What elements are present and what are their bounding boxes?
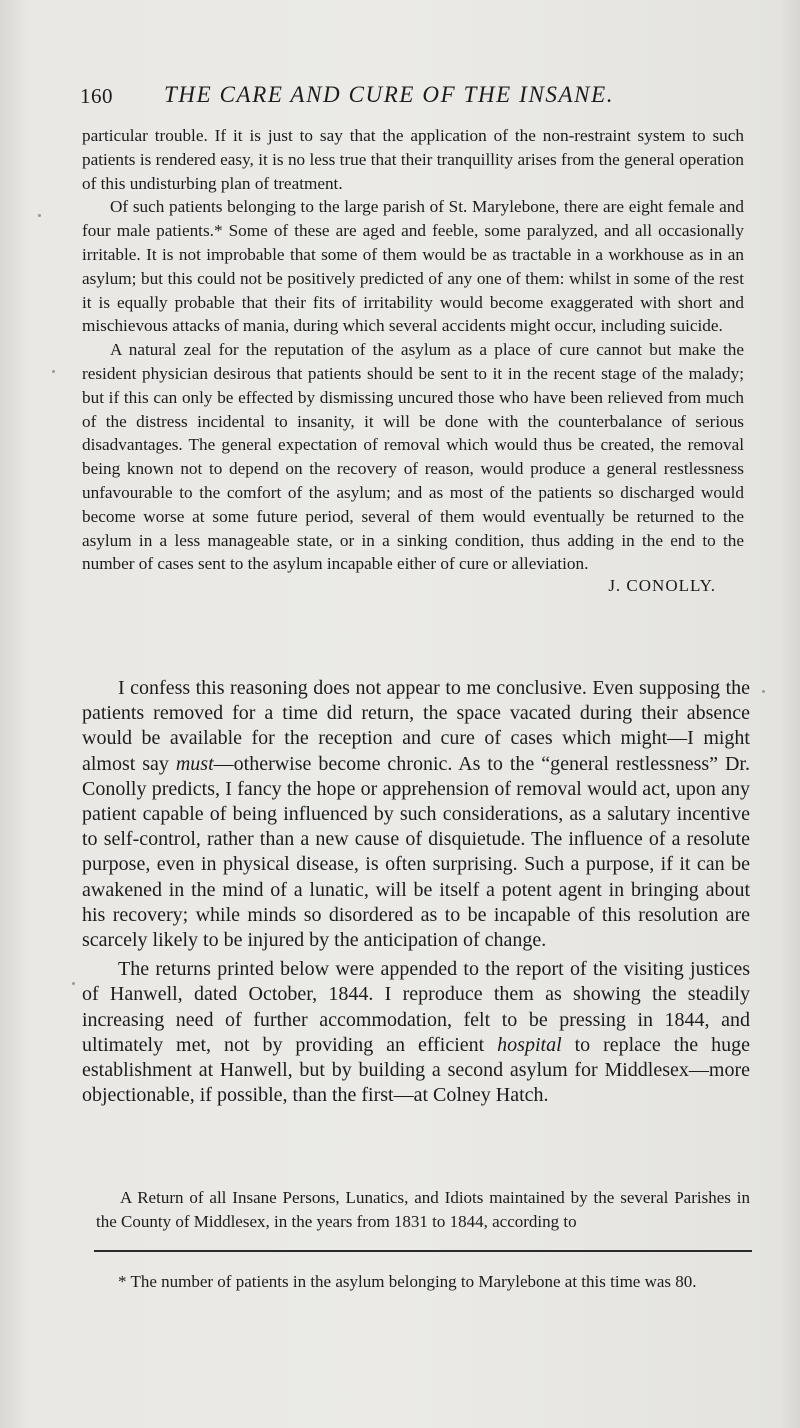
running-title: THE CARE AND CURE OF THE INSANE.: [164, 82, 615, 107]
body-paragraph: [82, 957, 750, 1108]
main-body-text: [82, 676, 750, 1108]
body-text-run: to replace the huge establishment at Hanwell, but by building a second asylum for Middlesex—more objectionable, if possible, than the first—at Colney Hatch.: [82, 1033, 750, 1107]
footnote-divider: [94, 1250, 752, 1252]
paper-speck: [38, 214, 41, 217]
paper-speck: [52, 370, 55, 373]
return-caption: A Return of all Insane Persons, Lunatics, and Idiots maintained by the several Parishes in the County of Middlesex, in the years from 1831 to 1844, according to: [96, 1188, 750, 1231]
body-text-run: I confess this reasoning does not appear to me conclusive. Even supposing the patients removed for a time did return, the space vacated during their absence would be available for the reception and cure of cases which might—I might almost say: [82, 677, 750, 775]
quote-paragraph: particular trouble. If it is just to say that the application of the non-restraint system to such patients is rendered easy, it is no less true that their tranquillity arises from the general operation of this undisturbing plan of treatment.: [82, 126, 744, 193]
body-text-run: —otherwise become chronic. As to the “general restlessness” Dr. Conolly predicts, I fancy the hope or apprehension of removal would act, upon any patient capable of being influenced by such considerations, as a salutary incentive to self-control, rather than a new cause of disquietude. The influence of a resolute purpose, even in physical disease, is often surprising. Such a purpose, if it can be awakened in the mind of a lunatic, will be itself a potent agent in bringing about his recovery; while minds so disordered as to be incapable of this resolution are scarcely likely to be injured by the anticipation of change.: [82, 752, 750, 952]
quote-paragraph: Of such patients belonging to the large parish of St. Marylebone, there are eight female and four male patients.* Some of these are aged and feeble, some paralyzed, and all occasionally irritable. It is not improbable that some of them would be as tractable in a workhouse as in an asylum; but this could not be positively predicted of any one of them: whilst in some of the rest it is equally probable that their fits of irritability would become exaggerated with short and mischievous attacks of mania, during which several accidents might occur, including suicide.: [82, 197, 744, 336]
page-header: [80, 76, 760, 112]
page-number: 160: [80, 84, 113, 108]
emphasis-must: must: [175, 752, 214, 775]
footnote: * The number of patients in the asylum belonging to Marylebone at this time was 80.: [118, 1272, 697, 1291]
quote-signature: J. CONOLLY.: [608, 576, 716, 596]
body-text-run: The returns printed below were appended to the report of the visiting justices of Hanwell, dated October, 1844. I reproduce them as showing the steadily increasing need of further accommodation, felt to be pressing in 1844, and ultimately met, not by providing an efficient: [82, 958, 750, 1056]
paper-speck: [762, 690, 765, 693]
quote-paragraph: A natural zeal for the reputation of the asylum as a place of cure cannot but make the resident physician desirous that patients should be sent to it in the recent stage of the malady; but if this can only be effected by dismissing uncured those who have been relieved from much of the distress incidental to insanity, it will be done with the counterbalance of serious disadvantages. The general expectation of removal which would thus be created, the removal being known not to depend on the recovery of reason, would produce a general restlessness unfavourable to the comfort of the asylum; and as most of the patients so discharged would become worse at some future period, several of them would eventually be returned to the asylum in a less manageable state, or in a sinking condition, thus adding in the end to the number of cases sent to the asylum incapable either of cure or alleviation.: [82, 340, 744, 574]
paper-speck: [72, 982, 75, 985]
quoted-passage: [82, 124, 744, 598]
body-paragraph: [82, 676, 750, 953]
emphasis-hospital: hospital: [497, 1033, 562, 1056]
